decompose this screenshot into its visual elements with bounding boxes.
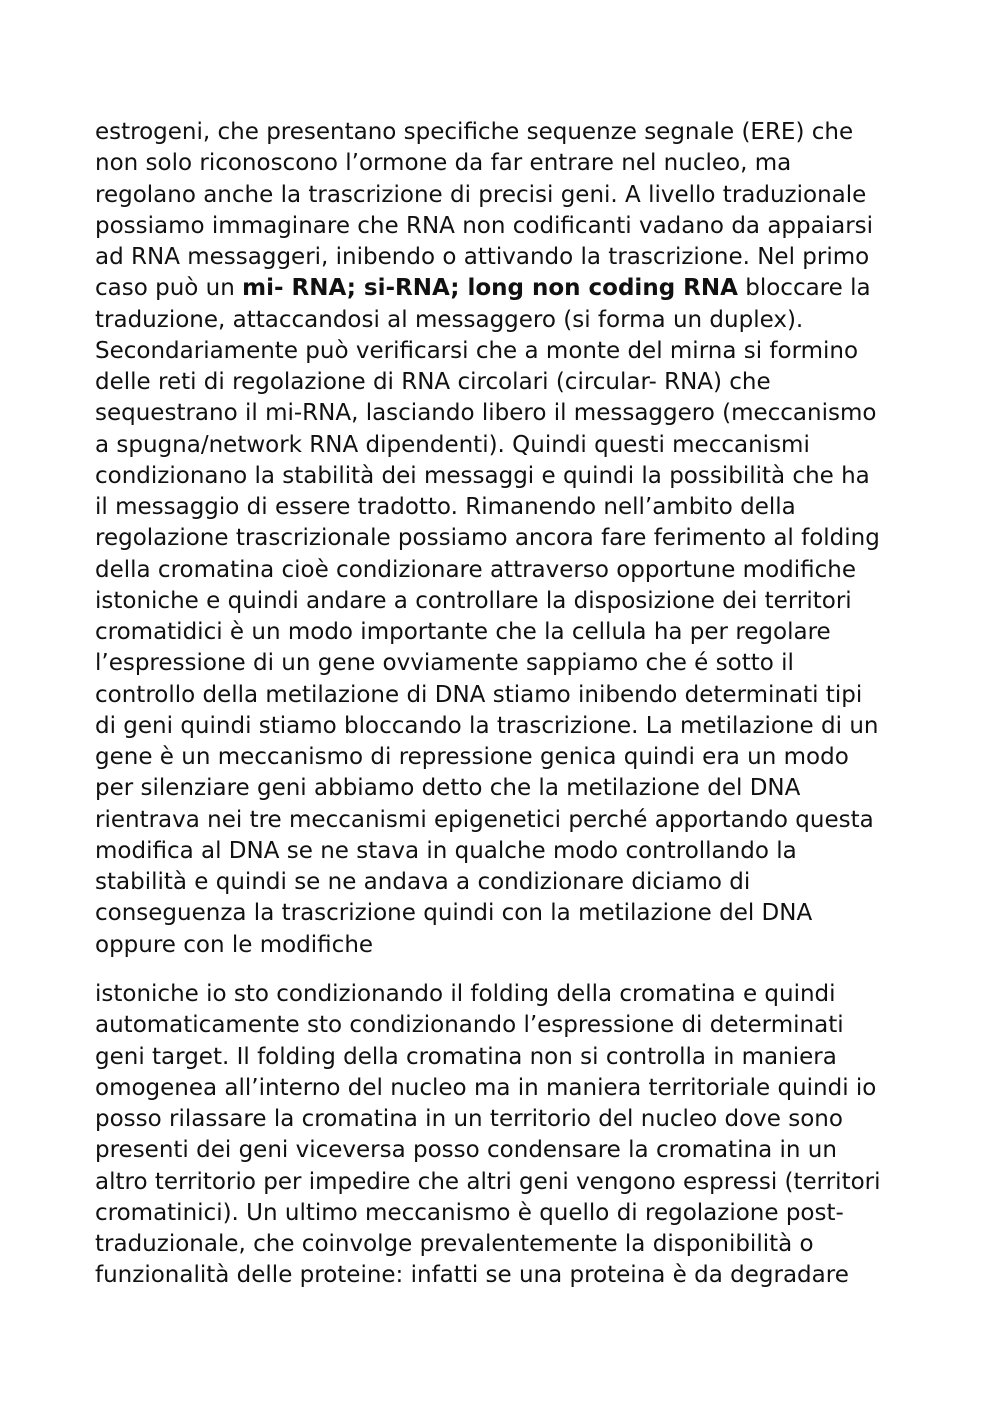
text-line: regolano anche la trascrizione di precisi geni. A livello traduzionale	[95, 181, 867, 208]
text-line: presenti dei geni viceversa posso condensare la cromatina in un	[95, 1137, 837, 1164]
text-line: altro territorio per impedire che altri geni vengono espressi (territori	[95, 1168, 881, 1195]
text-line: oppure con le modifiche	[95, 931, 374, 958]
text-line: automaticamente sto condizionando l’espressione di determinati	[95, 1012, 844, 1039]
text-line: condizionano la stabilità dei messaggi e quindi la possibilità che ha	[95, 462, 870, 489]
text-line: cromatinici). Un ultimo meccanismo è quello di regolazione post-	[95, 1199, 844, 1226]
text-line: ad RNA messaggeri, inibendo o attivando la trascrizione. Nel primo	[95, 244, 870, 270]
text-line: geni target. Il folding della cromatina non si controlla in maniera	[95, 1043, 837, 1070]
text-line: istoniche io sto condizionando il folding della cromatina e quindi	[95, 981, 836, 1007]
text-line: istoniche e quindi andare a controllare la disposizione dei territori	[95, 587, 852, 614]
paragraph-2	[95, 979, 935, 1292]
text-line: traduzionale, che coinvolge prevalentemente la disponibilità o	[95, 1231, 814, 1257]
text-line: traduzione, attaccandosi al messaggero (si forma un duplex).	[95, 306, 804, 333]
bold-term-list: mi- RNA; si-RNA; long non coding RNA	[242, 275, 738, 302]
text-line: a spugna/network RNA dipendenti). Quindi questi meccanismi	[95, 431, 810, 458]
text-line: sequestrano il mi-RNA, lasciando libero il messaggero (meccanismo	[95, 400, 877, 427]
text-line: il messaggio di essere tradotto. Rimanendo nell’ambito della	[95, 494, 796, 520]
text-line: per silenziare geni abbiamo detto che la metilazione del DNA	[95, 775, 801, 802]
text-line: conseguenza la trascrizione quindi con la metilazione del DNA	[95, 900, 813, 927]
text-line: modifica al DNA se ne stava in qualche modo controllando la	[95, 837, 797, 864]
text-line: non solo riconoscono l’ormone da far entrare nel nucleo, ma	[95, 150, 792, 177]
text-line: regolazione trascrizionale possiamo ancora fare ferimento al folding	[95, 525, 880, 552]
text-line: di geni quindi stiamo bloccando la trascrizione. La metilazione di un	[95, 712, 879, 739]
text-line: omogenea all’interno del nucleo ma in maniera territoriale quindi io	[95, 1074, 877, 1101]
text-run: bloccare la	[737, 275, 871, 302]
text-line: gene è un meccanismo di repressione genica quindi era un modo	[95, 744, 849, 770]
text-run: caso può un	[95, 275, 243, 302]
text-line: possiamo immaginare che RNA non codificanti vadano da appaiarsi	[95, 212, 874, 239]
text-line: della cromatina cioè condizionare attraverso opportune modifiche	[95, 556, 856, 583]
text-line: rientrava nei tre meccanismi epigenetici perché apportando questa	[95, 806, 874, 833]
text-line-with-bold	[95, 273, 935, 304]
text-line: Secondariamente può verificarsi che a monte del mirna si formino	[95, 337, 859, 364]
text-line: posso rilassare la cromatina in un territorio del nucleo dove sono	[95, 1106, 843, 1132]
text-line: controllo della metilazione di DNA stiamo inibendo determinati tipi	[95, 681, 863, 708]
text-line: estrogeni, che presentano specifiche sequenze segnale (ERE) che	[95, 119, 854, 145]
paragraph-1	[95, 117, 935, 961]
text-line: funzionalità delle proteine: infatti se una proteina è da degradare	[95, 1262, 849, 1289]
text-line: stabilità e quindi se ne andava a condizionare diciamo di	[95, 869, 751, 895]
text-line: l’espressione di un gene ovviamente sappiamo che é sotto il	[95, 650, 794, 677]
text-line: delle reti di regolazione di RNA circolari (circular- RNA) che	[95, 369, 771, 395]
text-line: cromatidici è un modo importante che la cellula ha per regolare	[95, 619, 831, 645]
